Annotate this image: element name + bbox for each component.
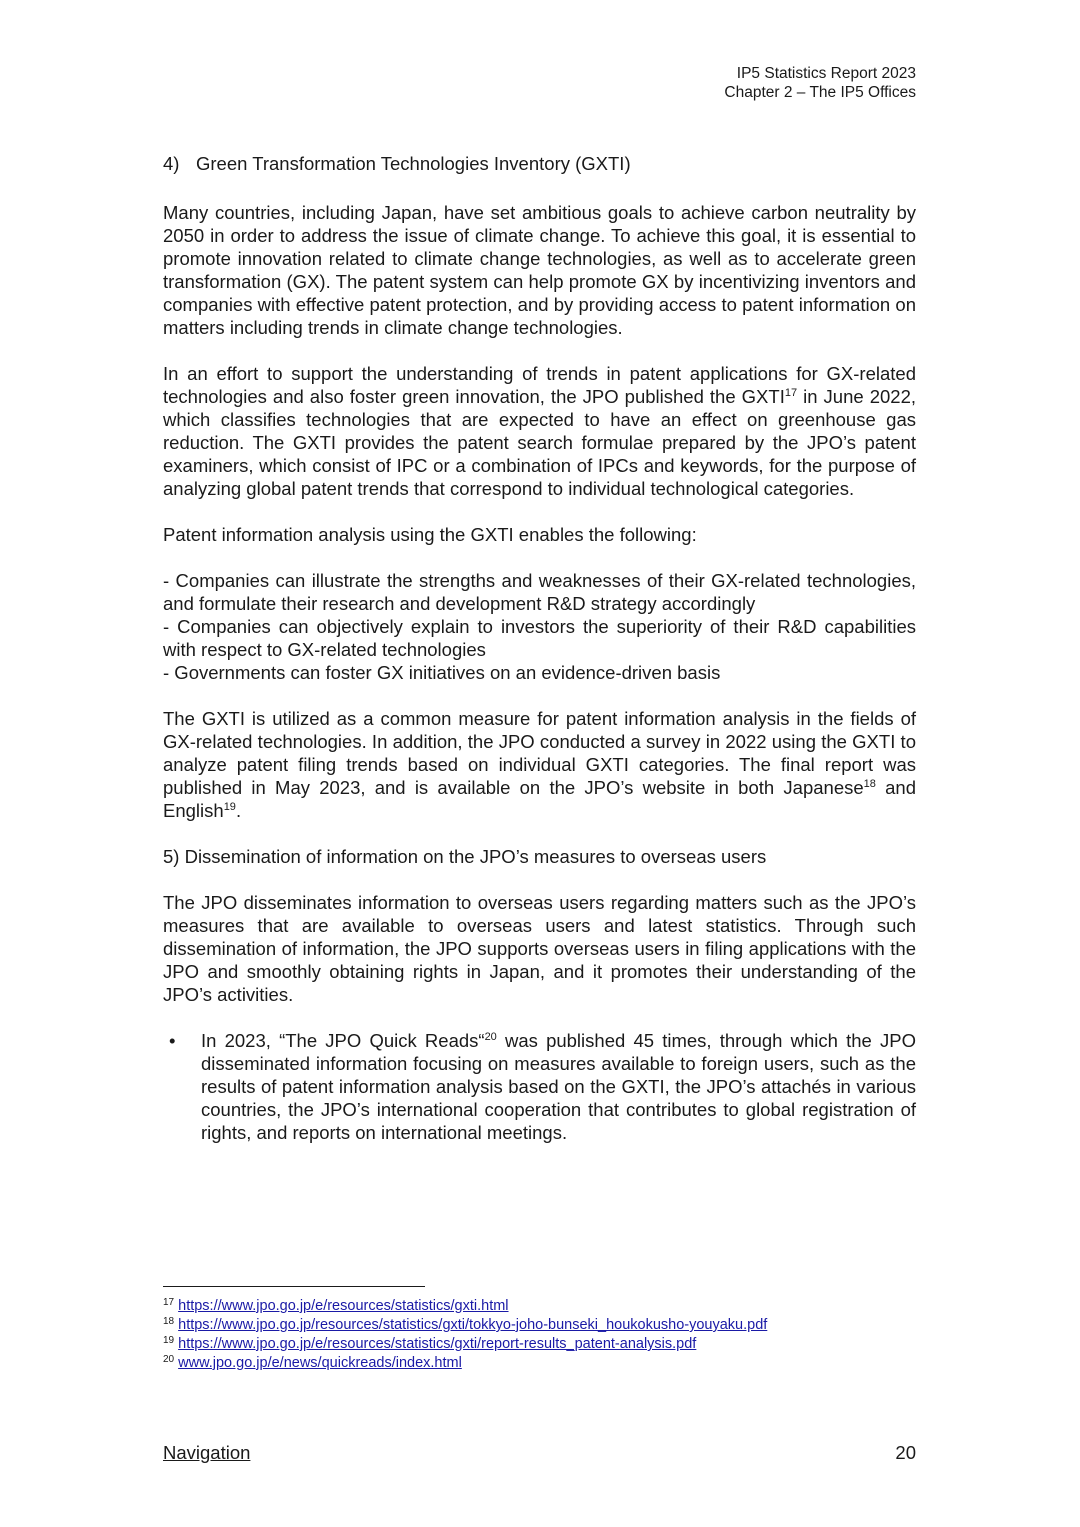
list-item: - Companies can illustrate the strengths and weaknesses of their GX-related technologies, and formulate their research and development R&D strategy accordingly — [163, 570, 916, 614]
section-4-paragraph-1: Many countries, including Japan, have set ambitious goals to achieve carbon neutrality by 2050 in order to address the issue of climate change. To achieve this goal, it is essential to promote innovation related to climate change technologies, as well as to accelerate green transformation (GX). The patent system can help promote GX by incentivizing inventors and companies with effective patent protection, and by providing access to patent information on matters including trends in climate change technologies. — [163, 202, 916, 338]
footnote-link[interactable]: https://www.jpo.go.jp/e/resources/statistics/gxti/report-results_patent-analysis.pdf — [178, 1336, 697, 1352]
section-5-paragraph-1: The JPO disseminates information to overseas users regarding matters such as the JPO’s measures that are available to overseas users and latest statistics. Through such dissemination of information, the JPO supports overseas users in filing applications with the JPO and smoothly obtaining rights in Japan, and it promotes their understanding of the JPO’s activities. — [163, 892, 916, 1005]
benefits-list — [163, 569, 916, 684]
footnote-ref-19[interactable]: 19 — [223, 801, 236, 813]
footnote-ref-17[interactable]: 17 — [784, 387, 798, 399]
footnote-18 — [163, 1316, 916, 1335]
footnote-number: 18 — [163, 1316, 175, 1327]
paragraph-text: in June 2022, which classifies technologies that are expected to have an effect on greenhouse gas reduction. The GXTI provides the patent search formulae prepared by the JPO’s patent examiners, which consist of IPC or a combination of IPCs and keywords, for the purpose of analyzing global patent trends that correspond to individual technological categories. — [163, 386, 916, 499]
running-header — [724, 64, 916, 102]
bullet-icon: • — [169, 1030, 176, 1051]
list-item: - Companies can objectively explain to investors the superiority of their R&D capabilities with respect to GX-related technologies — [163, 616, 916, 660]
list-item: - Governments can foster GX initiatives on an evidence-driven basis — [163, 662, 721, 683]
page-number: 20 — [895, 1442, 916, 1463]
section-4-number: 4) — [163, 153, 180, 174]
footnote-number: 17 — [163, 1297, 175, 1308]
footnote-link[interactable]: https://www.jpo.go.jp/resources/statistics/gxti/tokkyo-joho-bunseki_houkokusho-youyaku.pdf — [178, 1317, 768, 1333]
footnote-link[interactable]: www.jpo.go.jp/e/news/quickreads/index.html — [178, 1355, 462, 1371]
section-4-title: Green Transformation Technologies Inventory (GXTI) — [196, 153, 631, 174]
footnote-17 — [163, 1297, 916, 1316]
footnote-link[interactable]: https://www.jpo.go.jp/e/resources/statistics/gxti.html — [178, 1298, 509, 1314]
main-content — [163, 152, 916, 1144]
paragraph-text: The GXTI is utilized as a common measure for patent information analysis in the fields of GX-related technologies. In addition, the JPO conducted a survey in 2022 using the GXTI to analyze patent filing trends based on individual GXTI categories. The final report was published in May 2023, and is available on the JPO’s website in both Japanese — [163, 708, 916, 798]
section-4-paragraph-4 — [163, 707, 916, 822]
footnote-separator — [163, 1286, 425, 1287]
paragraph-text: In an effort to support the understanding of trends in patent applications for GX-related technologies and also foster green innovation, the JPO published the GXTI — [163, 363, 916, 407]
quick-reads-bullet — [163, 1029, 916, 1144]
section-4-heading — [163, 152, 916, 175]
report-title: IP5 Statistics Report 2023 — [736, 65, 916, 82]
footnote-number: 19 — [163, 1335, 175, 1346]
footnote-ref-18[interactable]: 18 — [863, 778, 876, 790]
footnote-19 — [163, 1335, 916, 1354]
navigation-link[interactable]: Navigation — [163, 1442, 251, 1463]
paragraph-text: . — [235, 800, 242, 821]
footnote-20 — [163, 1354, 916, 1373]
footnote-number: 20 — [163, 1354, 175, 1365]
bullet-text: In 2023, “The JPO Quick Reads“ — [201, 1030, 485, 1051]
bullet-text: was published 45 times, through which the JPO disseminated information focusing on measures available to foreign users, such as the results of patent information analysis based on the GXTI, the JPO’s attachés in various countries, the JPO’s international cooperation that contributes to global registration of rights, and reports on international meetings. — [201, 1030, 916, 1143]
chapter-title: Chapter 2 – The IP5 Offices — [724, 84, 916, 101]
footnote-ref-20[interactable]: 20 — [484, 1031, 497, 1043]
paragraph-text: and English — [163, 777, 916, 821]
footnotes — [163, 1297, 916, 1373]
section-4-paragraph-2 — [163, 362, 916, 500]
section-4-paragraph-3: Patent information analysis using the GXTI enables the following: — [163, 524, 697, 545]
section-5-heading: 5) Dissemination of information on the JPO’s measures to overseas users — [163, 846, 767, 867]
